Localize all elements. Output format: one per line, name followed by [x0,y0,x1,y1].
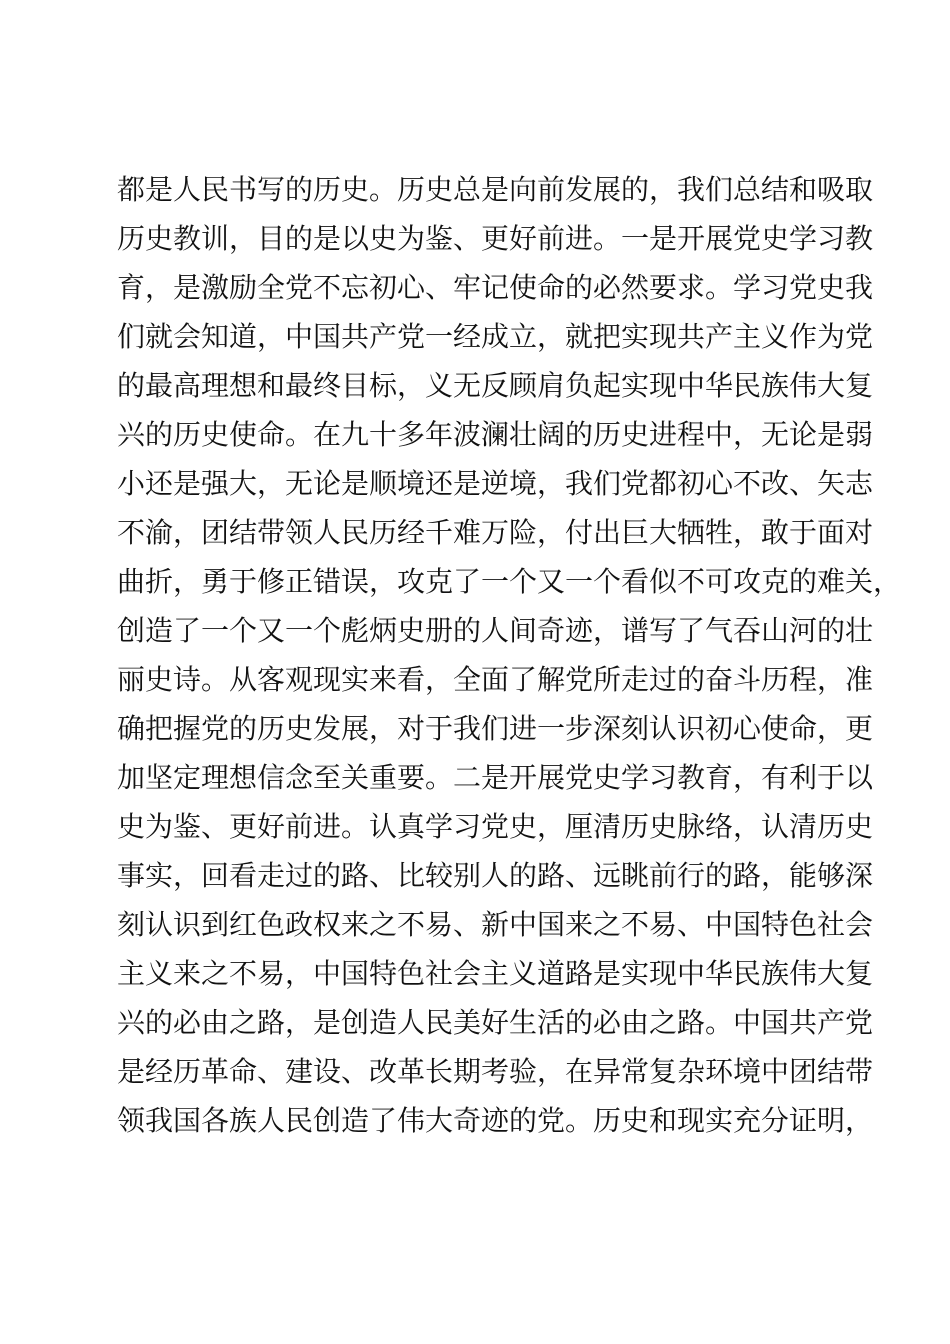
text-line: 史为鉴、更好前进。认真学习党史，厘清历史脉络，认清历史 [117,810,874,843]
text-line: 都是人民书写的历史。历史总是向前发展的，我们总结和吸取 [117,173,874,206]
text-line: 兴的历史使命。在九十多年波澜壮阔的历史进程中，无论是弱 [117,418,874,451]
text-line: 刻认识到红色政权来之不易、新中国来之不易、中国特色社会 [117,908,874,941]
text-line: 领我国各族人民创造了伟大奇迹的党。历史和现实充分证明， [117,1104,874,1137]
text-line: 兴的必由之路，是创造人民美好生活的必由之路。中国共产党 [117,1006,874,1039]
body-text [117,165,902,1145]
text-line: 确把握党的历史发展，对于我们进一步深刻认识初心使命，更 [117,712,874,745]
text-line: 曲折，勇于修正错误，攻克了一个又一个看似不可攻克的难关， [117,565,902,598]
text-line: 小还是强大，无论是顺境还是逆境，我们党都初心不改、矢志 [117,467,874,500]
text-line: 的最高理想和最终目标，义无反顾肩负起实现中华民族伟大复 [117,369,874,402]
text-line: 创造了一个又一个彪炳史册的人间奇迹，谱写了气吞山河的壮 [117,614,874,647]
text-line: 事实，回看走过的路、比较别人的路、远眺前行的路，能够深 [117,859,874,892]
text-line: 历史教训，目的是以史为鉴、更好前进。一是开展党史学习教 [117,222,874,255]
text-line: 们就会知道，中国共产党一经成立，就把实现共产主义作为党 [117,320,874,353]
text-line: 育，是激励全党不忘初心、牢记使命的必然要求。学习党史我 [117,271,874,304]
text-line: 主义来之不易，中国特色社会主义道路是实现中华民族伟大复 [117,957,874,990]
text-line: 是经历革命、建设、改革长期考验，在异常复杂环境中团结带 [117,1055,874,1088]
text-line: 不渝，团结带领人民历经千难万险，付出巨大牺牲，敢于面对 [117,516,874,549]
text-line: 加坚定理想信念至关重要。二是开展党史学习教育，有利于以 [117,761,874,794]
text-line: 丽史诗。从客观现实来看，全面了解党所走过的奋斗历程，准 [117,663,874,696]
